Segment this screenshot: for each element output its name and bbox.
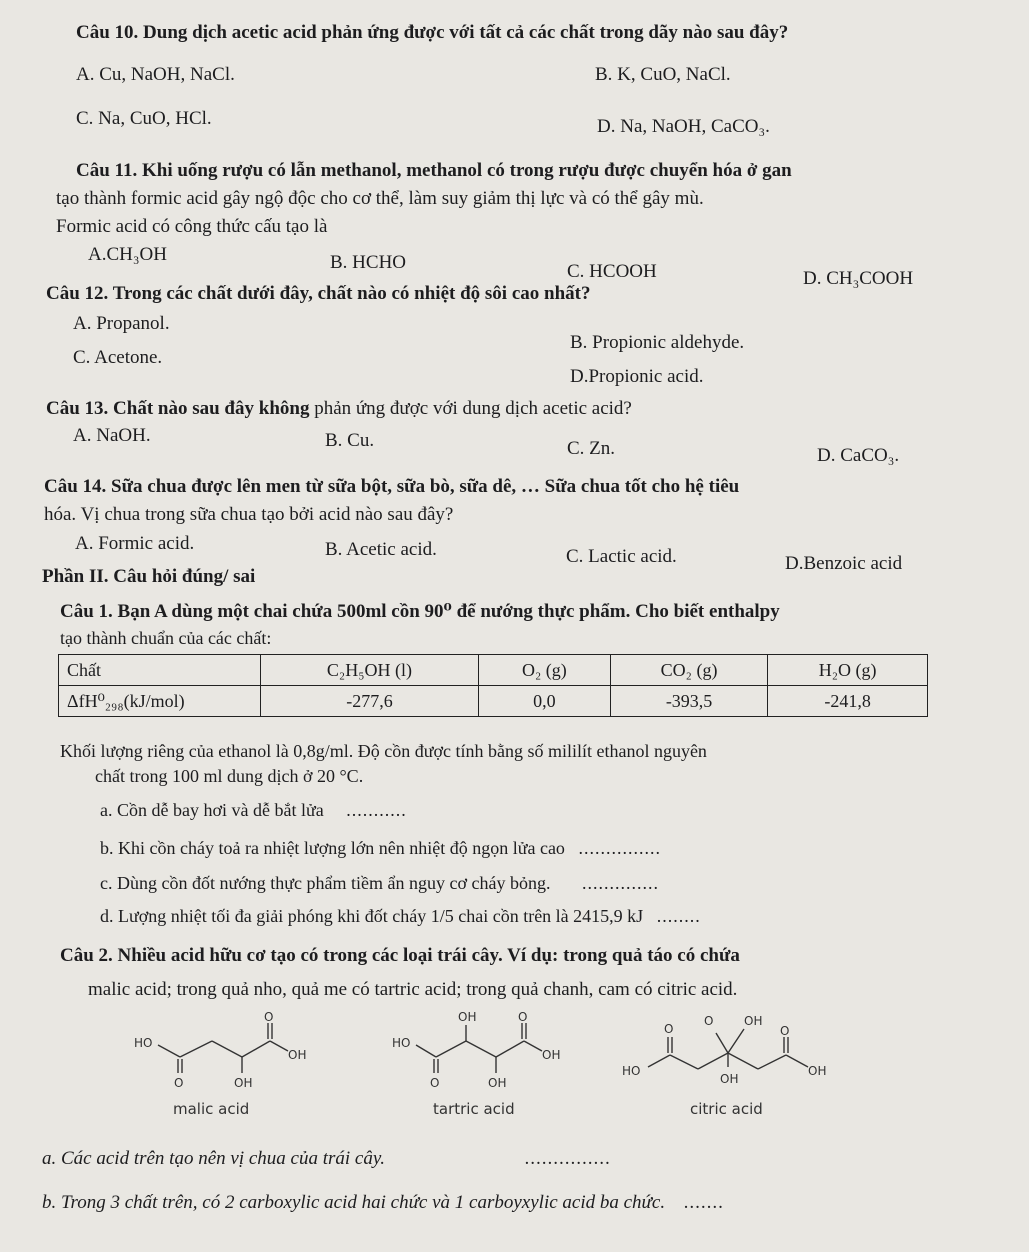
svg-text:O: O	[430, 1076, 440, 1090]
q11-option-a: A.CH₃OH	[88, 244, 167, 265]
table-header-cell: C₂H₅OH (l)	[261, 655, 479, 686]
q14-option-a: A. Formic acid.	[75, 533, 195, 554]
q11-option-b: B. HCHO	[330, 252, 407, 273]
tf2-statement-a	[42, 1148, 611, 1170]
question-11-line3: Formic acid có công thức cấu tạo là	[56, 216, 328, 237]
answer-blank-c[interactable]: ..............	[581, 873, 659, 893]
q14-option-c: C. Lactic acid.	[566, 546, 677, 567]
svg-text:OH: OH	[488, 1076, 507, 1090]
tf-question-2-line2: malic acid; trong quả nho, quả me có tartric acid; trong quả chanh, cam có citric acid.	[88, 979, 738, 1000]
q14-option-d: D.Benzoic acid	[785, 553, 903, 574]
tf1-statement-a	[100, 800, 407, 821]
question-11-line2: tạo thành formic acid gây ngộ độc cho cơ thể, làm suy giảm thị lực và có thể gây mù.	[56, 188, 704, 209]
svg-text:OH: OH	[744, 1014, 763, 1028]
table-row-label: ΔfH⁰₂₉₈(kJ/mol)	[59, 686, 261, 717]
q10-option-a: A. Cu, NaOH, NaCl.	[76, 64, 235, 85]
tf1-text-1: Câu 1. Bạn A dùng một chai chứa 500ml cồn 90⁰ để nướng thực phẩm. Cho biết enthalpy	[60, 601, 780, 622]
malic-acid-diagram	[130, 1005, 330, 1095]
table-cell: 0,0	[478, 686, 610, 717]
svg-text:OH: OH	[288, 1048, 307, 1062]
svg-text:OH: OH	[234, 1076, 253, 1090]
tf-question-2-line1	[60, 945, 740, 967]
answer-blank-d[interactable]: ........	[656, 906, 701, 926]
tartric-acid-diagram	[388, 1005, 588, 1095]
tf1-b-text: b. Khi cồn cháy toả ra nhiệt lượng lớn nên nhiệt độ ngọn lửa cao	[100, 838, 565, 858]
table-header-cell: CO₂ (g)	[610, 655, 768, 686]
svg-text:OH: OH	[542, 1048, 561, 1062]
svg-text:O: O	[518, 1010, 528, 1024]
malic-acid-structure	[130, 1005, 330, 1100]
q12-option-d: D.Propionic acid.	[570, 366, 704, 387]
tf1-note-line2: chất trong 100 ml dung dịch ở 20 °C.	[95, 766, 364, 786]
tf2-text-1: Câu 2. Nhiều acid hữu cơ tạo có trong các loại trái cây. Ví dụ: trong quả táo có chứa	[60, 945, 740, 966]
q10-option-d: D. Na, NaOH, CaCO₃.	[597, 116, 770, 137]
svg-text:OH: OH	[720, 1072, 739, 1086]
svg-text:HO: HO	[392, 1036, 411, 1050]
svg-text:O: O	[174, 1076, 184, 1090]
part-2-heading: Phần II. Câu hỏi đúng/ sai	[42, 566, 256, 587]
q11-text-1: Câu 11. Khi uống rượu có lẫn methanol, methanol có trong rượu được chuyển hóa ở gan	[76, 160, 792, 181]
q14-text-1: Câu 14. Sữa chua được lên men từ sữa bột, sữa bò, sữa dê, … Sữa chua tốt cho hệ tiêu	[44, 476, 740, 497]
svg-text:HO: HO	[622, 1064, 641, 1078]
q12-option-b: B. Propionic aldehyde.	[570, 332, 745, 353]
question-11-line1	[76, 160, 792, 182]
svg-text:OH: OH	[808, 1064, 827, 1078]
tf2-statement-b	[42, 1192, 724, 1214]
table-row	[59, 686, 928, 717]
tf1-statement-d	[100, 906, 701, 927]
svg-text:O: O	[704, 1014, 714, 1028]
answer-blank-tf2-a[interactable]: ...............	[524, 1148, 612, 1169]
table-cell: -277,6	[261, 686, 479, 717]
q13-option-a: A. NaOH.	[73, 425, 151, 446]
table-cell: -393,5	[610, 686, 768, 717]
svg-text:O: O	[780, 1024, 790, 1038]
enthalpy-table	[58, 654, 928, 717]
table-header-cell: Chất	[59, 655, 261, 686]
q13-stem-pre: Câu 13. Chất nào sau đây	[46, 398, 259, 419]
citric-acid-caption: citric acid	[690, 1100, 763, 1118]
question-12-stem: Câu 12. Trong các chất dưới đây, chất nào có nhiệt độ sôi cao nhất?	[46, 283, 591, 304]
malic-acid-caption: malic acid	[173, 1100, 250, 1118]
q11-option-d: D. CH₃COOH	[803, 268, 914, 289]
q13-stem-bold: không	[258, 398, 310, 419]
tf2-b-text: b. Trong 3 chất trên, có 2 carboxylic acid hai chức và 1 carboyxylic acid ba chức.	[42, 1192, 666, 1213]
q12-option-c: C. Acetone.	[73, 347, 163, 368]
tf1-d-text: d. Lượng nhiệt tối đa giải phóng khi đốt cháy 1/5 chai cồn trên là 2415,9 kJ	[100, 906, 644, 926]
table-header-row	[59, 655, 928, 686]
q13-option-c: C. Zn.	[567, 438, 616, 459]
q13-option-d: D. CaCO₃.	[817, 445, 900, 466]
tf1-c-text: c. Dùng cồn đốt nướng thực phẩm tiềm ẩn nguy cơ cháy bỏng.	[100, 873, 551, 893]
tf2-a-text: a. Các acid trên tạo nên vị chua của trái cây.	[42, 1148, 385, 1169]
tartric-acid-caption: tartric acid	[433, 1100, 515, 1118]
q14-option-b: B. Acetic acid.	[325, 539, 437, 560]
question-13-stem	[46, 398, 632, 420]
tf-question-1-line1	[60, 600, 780, 623]
tf1-statement-c	[100, 873, 659, 894]
answer-blank-b[interactable]: ...............	[578, 838, 661, 858]
citric-acid-diagram	[620, 1005, 840, 1095]
answer-blank-a[interactable]: ...........	[346, 800, 407, 820]
question-14-line2: hóa. Vị chua trong sữa chua tạo bởi acid nào sau đây?	[44, 504, 454, 525]
table-header-cell: O₂ (g)	[478, 655, 610, 686]
q10-option-c: C. Na, CuO, HCl.	[76, 108, 212, 129]
svg-text:OH: OH	[458, 1010, 477, 1024]
svg-text:O: O	[664, 1022, 674, 1036]
svg-text:O: O	[264, 1010, 274, 1024]
tf1-a-text: a. Cồn dễ bay hơi và dễ bắt lửa	[100, 800, 324, 820]
question-14-line1	[44, 476, 739, 498]
question-10-stem: Câu 10. Dung dịch acetic acid phản ứng được với tất cả các chất trong dãy nào sau đây?	[76, 22, 789, 43]
table-header-cell: H₂O (g)	[768, 655, 928, 686]
q13-stem-post: phản ứng được với dung dịch acetic acid?	[309, 398, 632, 419]
table-cell: -241,8	[768, 686, 928, 717]
citric-acid-structure	[620, 1005, 840, 1100]
tf1-note-line1: Khối lượng riêng của ethanol là 0,8g/ml. Độ cồn được tính bằng số mililít ethanol nguyên	[60, 741, 707, 761]
q11-option-c: C. HCOOH	[567, 261, 657, 282]
answer-blank-tf2-b[interactable]: .......	[684, 1192, 725, 1213]
q13-option-b: B. Cu.	[325, 430, 375, 451]
q10-option-b: B. K, CuO, NaCl.	[595, 64, 731, 85]
tf1-statement-b	[100, 838, 661, 859]
tartric-acid-structure	[388, 1005, 588, 1100]
tf-question-1-line2: tạo thành chuẩn của các chất:	[60, 628, 272, 648]
svg-text:HO: HO	[134, 1036, 153, 1050]
q12-option-a: A. Propanol.	[73, 313, 170, 334]
